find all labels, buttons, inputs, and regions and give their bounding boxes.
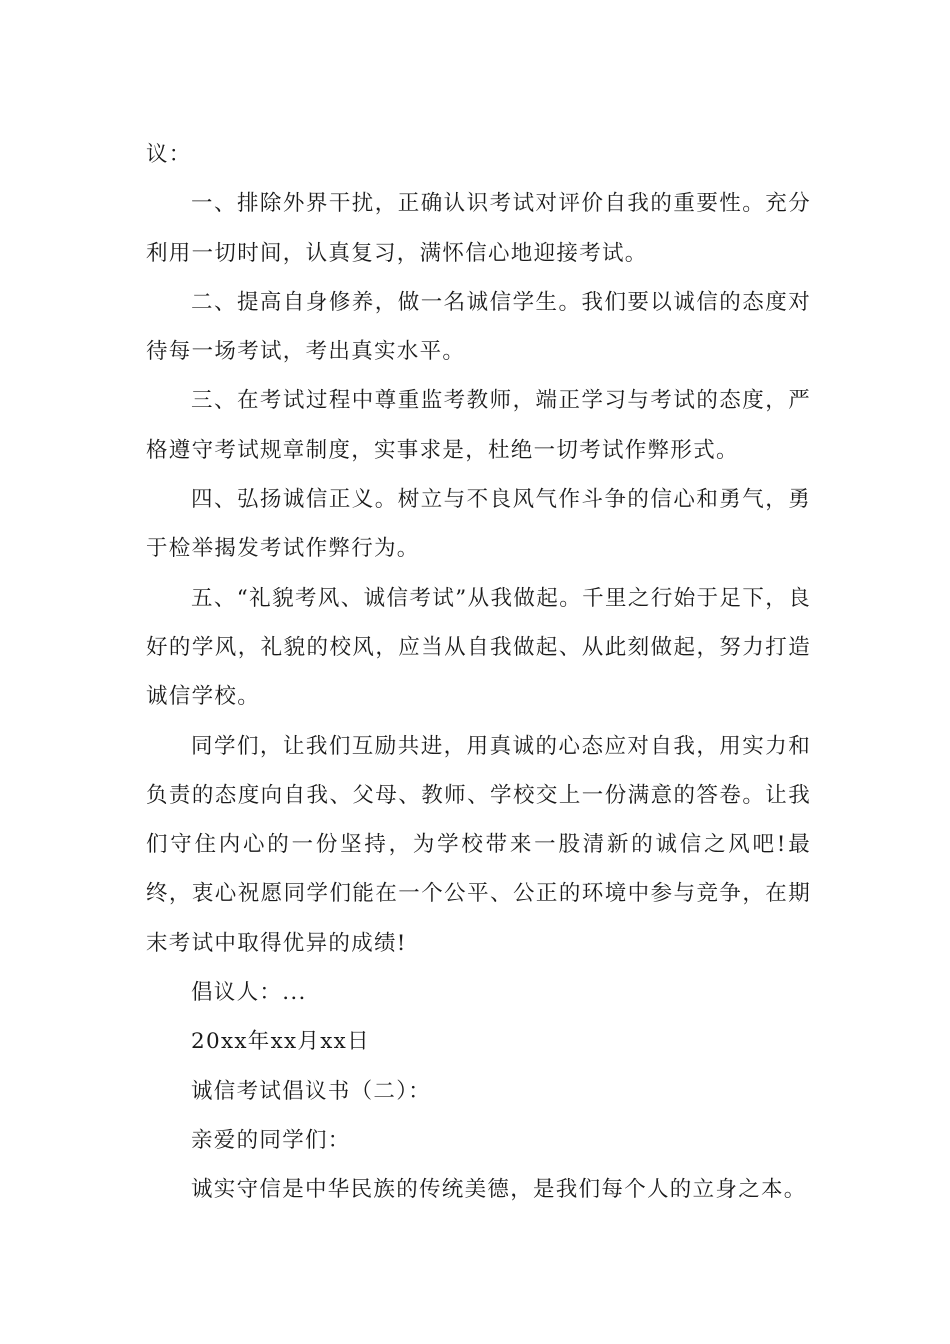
salutation: 亲爱的同学们： [191, 1127, 351, 1153]
paragraph-item-2: 二、提高自身修养，做一名诚信学生。我们要以诚信的态度对待每一场考试，考出真实水平。 [146, 289, 811, 365]
section-title: 诚信考试倡议书（二）： [191, 1078, 432, 1104]
paragraph-closing: 同学们，让我们互励共进，用真诚的心态应对自我，用实力和负责的态度向自我、父母、教师、学校交上一份满意的答卷。让我们守住内心的一份坚持，为学校带来一股清新的诚信之风吧!最终，衷心祝愿同学们能在一个公平、公正的环境中参与竞争，在期末考试中取得优异的成绩! [146, 733, 811, 956]
date-line: 20xx年xx月xx日 [191, 1029, 370, 1055]
paragraph-item-1: 一、排除外界干扰，正确认识考试对评价自我的重要性。充分利用一切时间，认真复习，满怀信心地迎接考试。 [146, 191, 811, 266]
paragraph-item-3: 三、在考试过程中尊重监考教师，端正学习与考试的态度，严格遵守考试规章制度，实事求是，杜绝一切考试作弊形式。 [146, 388, 811, 463]
document-body [146, 130, 811, 1215]
paragraph-item-5: 五、“礼貌考风、诚信考试”从我做起。千里之行始于足下，良好的学风，礼貌的校风，应当从自我做起、从此刻做起，努力打造诚信学校。 [146, 585, 811, 710]
paragraph-item-4: 四、弘扬诚信正义。树立与不良风气作斗争的信心和勇气，勇于检举揭发考试作弊行为。 [146, 487, 811, 562]
paragraph-continuation: 议： [146, 142, 192, 167]
section-first-line: 诚实守信是中华民族的传统美德，是我们每个人的立身之本。 [191, 1177, 807, 1203]
proposer-line: 倡议人：... [191, 980, 307, 1006]
